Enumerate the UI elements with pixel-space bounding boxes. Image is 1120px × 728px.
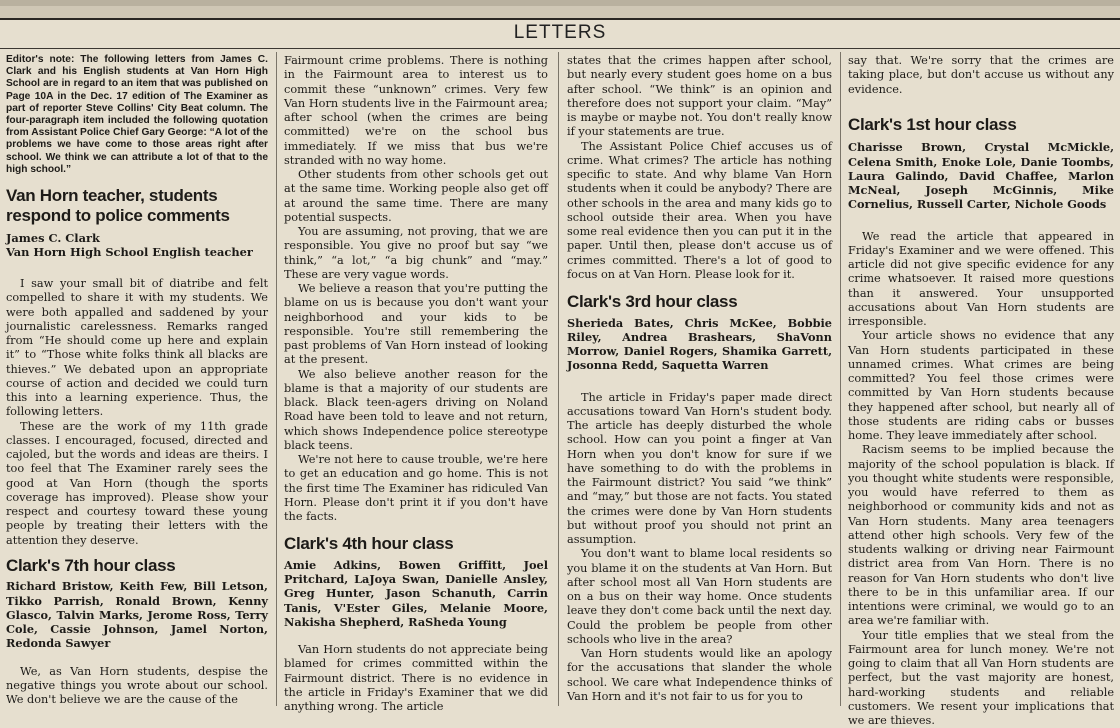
student-names-7th: Richard Bristow, Keith Few, Bill Letson, Tikko Parrish, Ronald Brown, Kenny Glasco, Talvin Marks, Jerome Ross, Terry Cole, Cassie Johnson, Jamel Norton, Redonda Sawyer	[6, 579, 268, 650]
letter-paragraph: We, as Van Horn students, despise the negative things you wrote about our school. We don't believe we are the cause of the	[6, 665, 268, 708]
letter-paragraph: The Assistant Police Chief accuses us of crime. What crimes? The article has nothing specific to state. And why blame Van Horn students when it could be anybody? There are other schools in the area and many kids go to school outside their area. When you have some real evidence then you can put it in the paper. Until then, please don't accuse us of crimes committed. There's a lot of good to focus on at Van Horn. Please look for it.	[567, 140, 832, 283]
column-1	[6, 48, 268, 706]
letter-paragraph: We read the article that appeared in Friday's Examiner and we were offened. This article did not give specific evidence for any crime whatsoever. It raised more questions than it answered. Your unsupported accusations about Van Horn students are irresponsible.	[848, 230, 1114, 330]
editors-note: Editor's note: The following letters from James C. Clark and his English students at Van Horn High School are in regard to an item that was published on Page 10A in the Dec. 17 edition of The Examiner as part of reporter Steve Collins' City Beat column. The four-paragraph item included the following quotation from Assistant Police Chief Gary George: “A lot of the problems we have come to those areas right after school. We think we can attribute a lot of that to the high school.”	[6, 54, 268, 176]
column-2	[284, 48, 548, 706]
top-rule-bar	[0, 0, 1120, 20]
letter-paragraph: say that. We're sorry that the crimes are taking place, but don't accuse us without any evidence.	[848, 54, 1114, 97]
page-edge	[0, 0, 1120, 6]
class-heading-1st: Clark's 1st hour class	[848, 115, 1114, 135]
letter-paragraph: You don't want to blame local residents so you blame it on the students at Van Horn. But after school most all Van Horn students are on a bus on their way home. Once students leave they don't come back until the next day. Could the problem be people from other schools who live in the area?	[567, 547, 832, 647]
letter-paragraph: Your title emplies that we steal from the Fairmount area for lunch money. We're not going to claim that all Van Horn students are perfect, but the vast majority are honest, hard-working students and reliable customers. We resent your implications that we are thieves.	[848, 629, 1114, 728]
letter-paragraph: Other students from other schools get out at the same time. Working people also get off at around the same time. There are many potential suspects.	[284, 168, 548, 225]
class-heading-4th: Clark's 4th hour class	[284, 534, 548, 554]
section-header	[0, 18, 1120, 49]
column-3	[567, 48, 832, 706]
letter-paragraph: Your article shows no evidence that any Van Horn students participated in these unnamed crimes. What crimes are being committed? You feel those crimes were committed by Van Horn students because they happened after school, but nearly all of those students are riding cabs or busses home. They leave immediately after school.	[848, 329, 1114, 443]
letter-paragraph: Racism seems to be implied because the majority of the school population is black. If you thought white students were responsible, you would have referred to them as neighborhood or community kids and not as Van Horn students. Many area teenagers attend other high schools. Very few of the students walking or driving near Fairmount district area from Van Horn. There is no reason for Van Horn students who don't live there to be in this unfamiliar area. If our intentions were criminal, we would go to an area we're familiar with.	[848, 443, 1114, 628]
byline-title: Van Horn High School English teacher	[6, 245, 268, 259]
class-heading-7th: Clark's 7th hour class	[6, 556, 268, 576]
headline: Van Horn teacher, students respond to police comments	[6, 186, 268, 225]
letter-paragraph: These are the work of my 11th grade classes. I encouraged, focused, directed and cajoled, but the words and ideas are theirs. I too feel that The Examiner rarely sees the good at Van Horn (though the sports coverage has improved). Please show your respect and courtesy toward these young people by treating their letters with the attention they deserve.	[6, 420, 268, 548]
letter-paragraph: states that the crimes happen after school, but nearly every student goes home on a bus after school. “We think” is an opinion and therefore does not support your claim. “May” is maybe or maybe not. You don't really know if your statements are true.	[567, 54, 832, 140]
letter-paragraph: I saw your small bit of diatribe and felt compelled to share it with my students. We were both appalled and saddened by your journalistic carelessness. Remarks ranged from “He should come up here and explain it” to “Those white folks think all blacks are thieves.” We debated upon an appropriate course of action and decided we could turn this into a learning experience. Thus, the following letters.	[6, 277, 268, 420]
letter-paragraph: Fairmount crime problems. There is nothing in the Fairmount area to interest us to commit these “unknown” crimes. Very few Van Horn students live in the Fairmount area; after school (when the crimes are being committed) we're on the school bus immediately. If we miss that bus we're stranded with no way home.	[284, 54, 548, 168]
letter-paragraph: Van Horn students would like an apology for the accusations that slander the whole school. We care what Independence thinks of Van Horn and it's not fair to us for you to	[567, 647, 832, 704]
byline-name: James C. Clark	[6, 231, 268, 245]
letter-paragraph: We're not here to cause trouble, we're here to get an education and go home. This is not the first time The Examiner has ridiculed Van Horn. Please don't print it if you don't have the facts.	[284, 453, 548, 524]
student-names-1st: Charisse Brown, Crystal McMickle, Celena Smith, Enoke Lole, Danie Toombs, Laura Galindo, David Chaffee, Marlon McNeal, Joseph McGinnis, Mike Cornelius, Russell Carter, Nichole Goods	[848, 140, 1114, 211]
student-names-3rd: Sherieda Bates, Chris McKee, Bobbie Riley, Andrea Brashears, ShaVonn Morrow, Daniel Rogers, Shamika Garrett, Josonna Redd, Saquetta Warren	[567, 316, 832, 373]
column-divider	[840, 52, 841, 706]
letter-paragraph: We believe a reason that you're putting the blame on us is because you don't want your neighborhood and your kids to be responsible. You're still remembering the past problems of Van Horn instead of looking at the present.	[284, 282, 548, 368]
letter-paragraph: Van Horn students do not appreciate being blamed for crimes committed within the Fairmount district. There is no evidence in the article in Friday's Examiner that we did anything wrong. The article	[284, 643, 548, 714]
letter-paragraph: You are assuming, not proving, that we are responsible. You give no proof but say “we think,” “a lot,” “a big chunk” and “may.” These are very vague words.	[284, 225, 548, 282]
section-title: LETTERS	[514, 22, 607, 43]
column-4	[848, 48, 1114, 706]
letter-paragraph: We also believe another reason for the blame is that a majority of our students are black. Black teen-agers driving on Noland Road have been told to leave and not return, which shows Independence police stereotype black teens.	[284, 368, 548, 454]
class-heading-3rd: Clark's 3rd hour class	[567, 292, 832, 312]
student-names-4th: Amie Adkins, Bowen Griffitt, Joel Pritchard, LaJoya Swan, Danielle Ansley, Greg Hunter, Jason Schanuth, Carrin Tanis, V'Ester Giles, Melanie Moore, Nakisha Shepherd, RaSheda Young	[284, 558, 548, 629]
letter-paragraph: The article in Friday's paper made direct accusations toward Van Horn's student body. The article has deeply disturbed the whole school. How can you point a finger at Van Horn when you don't know for sure if we have something to do with the problems in the Fairmount district? You said “we think” and “may,” but those are not facts. You stated the crimes were done by Van Horn students but without proof you should not print an assumption.	[567, 391, 832, 548]
column-divider	[276, 52, 277, 706]
column-divider	[558, 52, 559, 706]
